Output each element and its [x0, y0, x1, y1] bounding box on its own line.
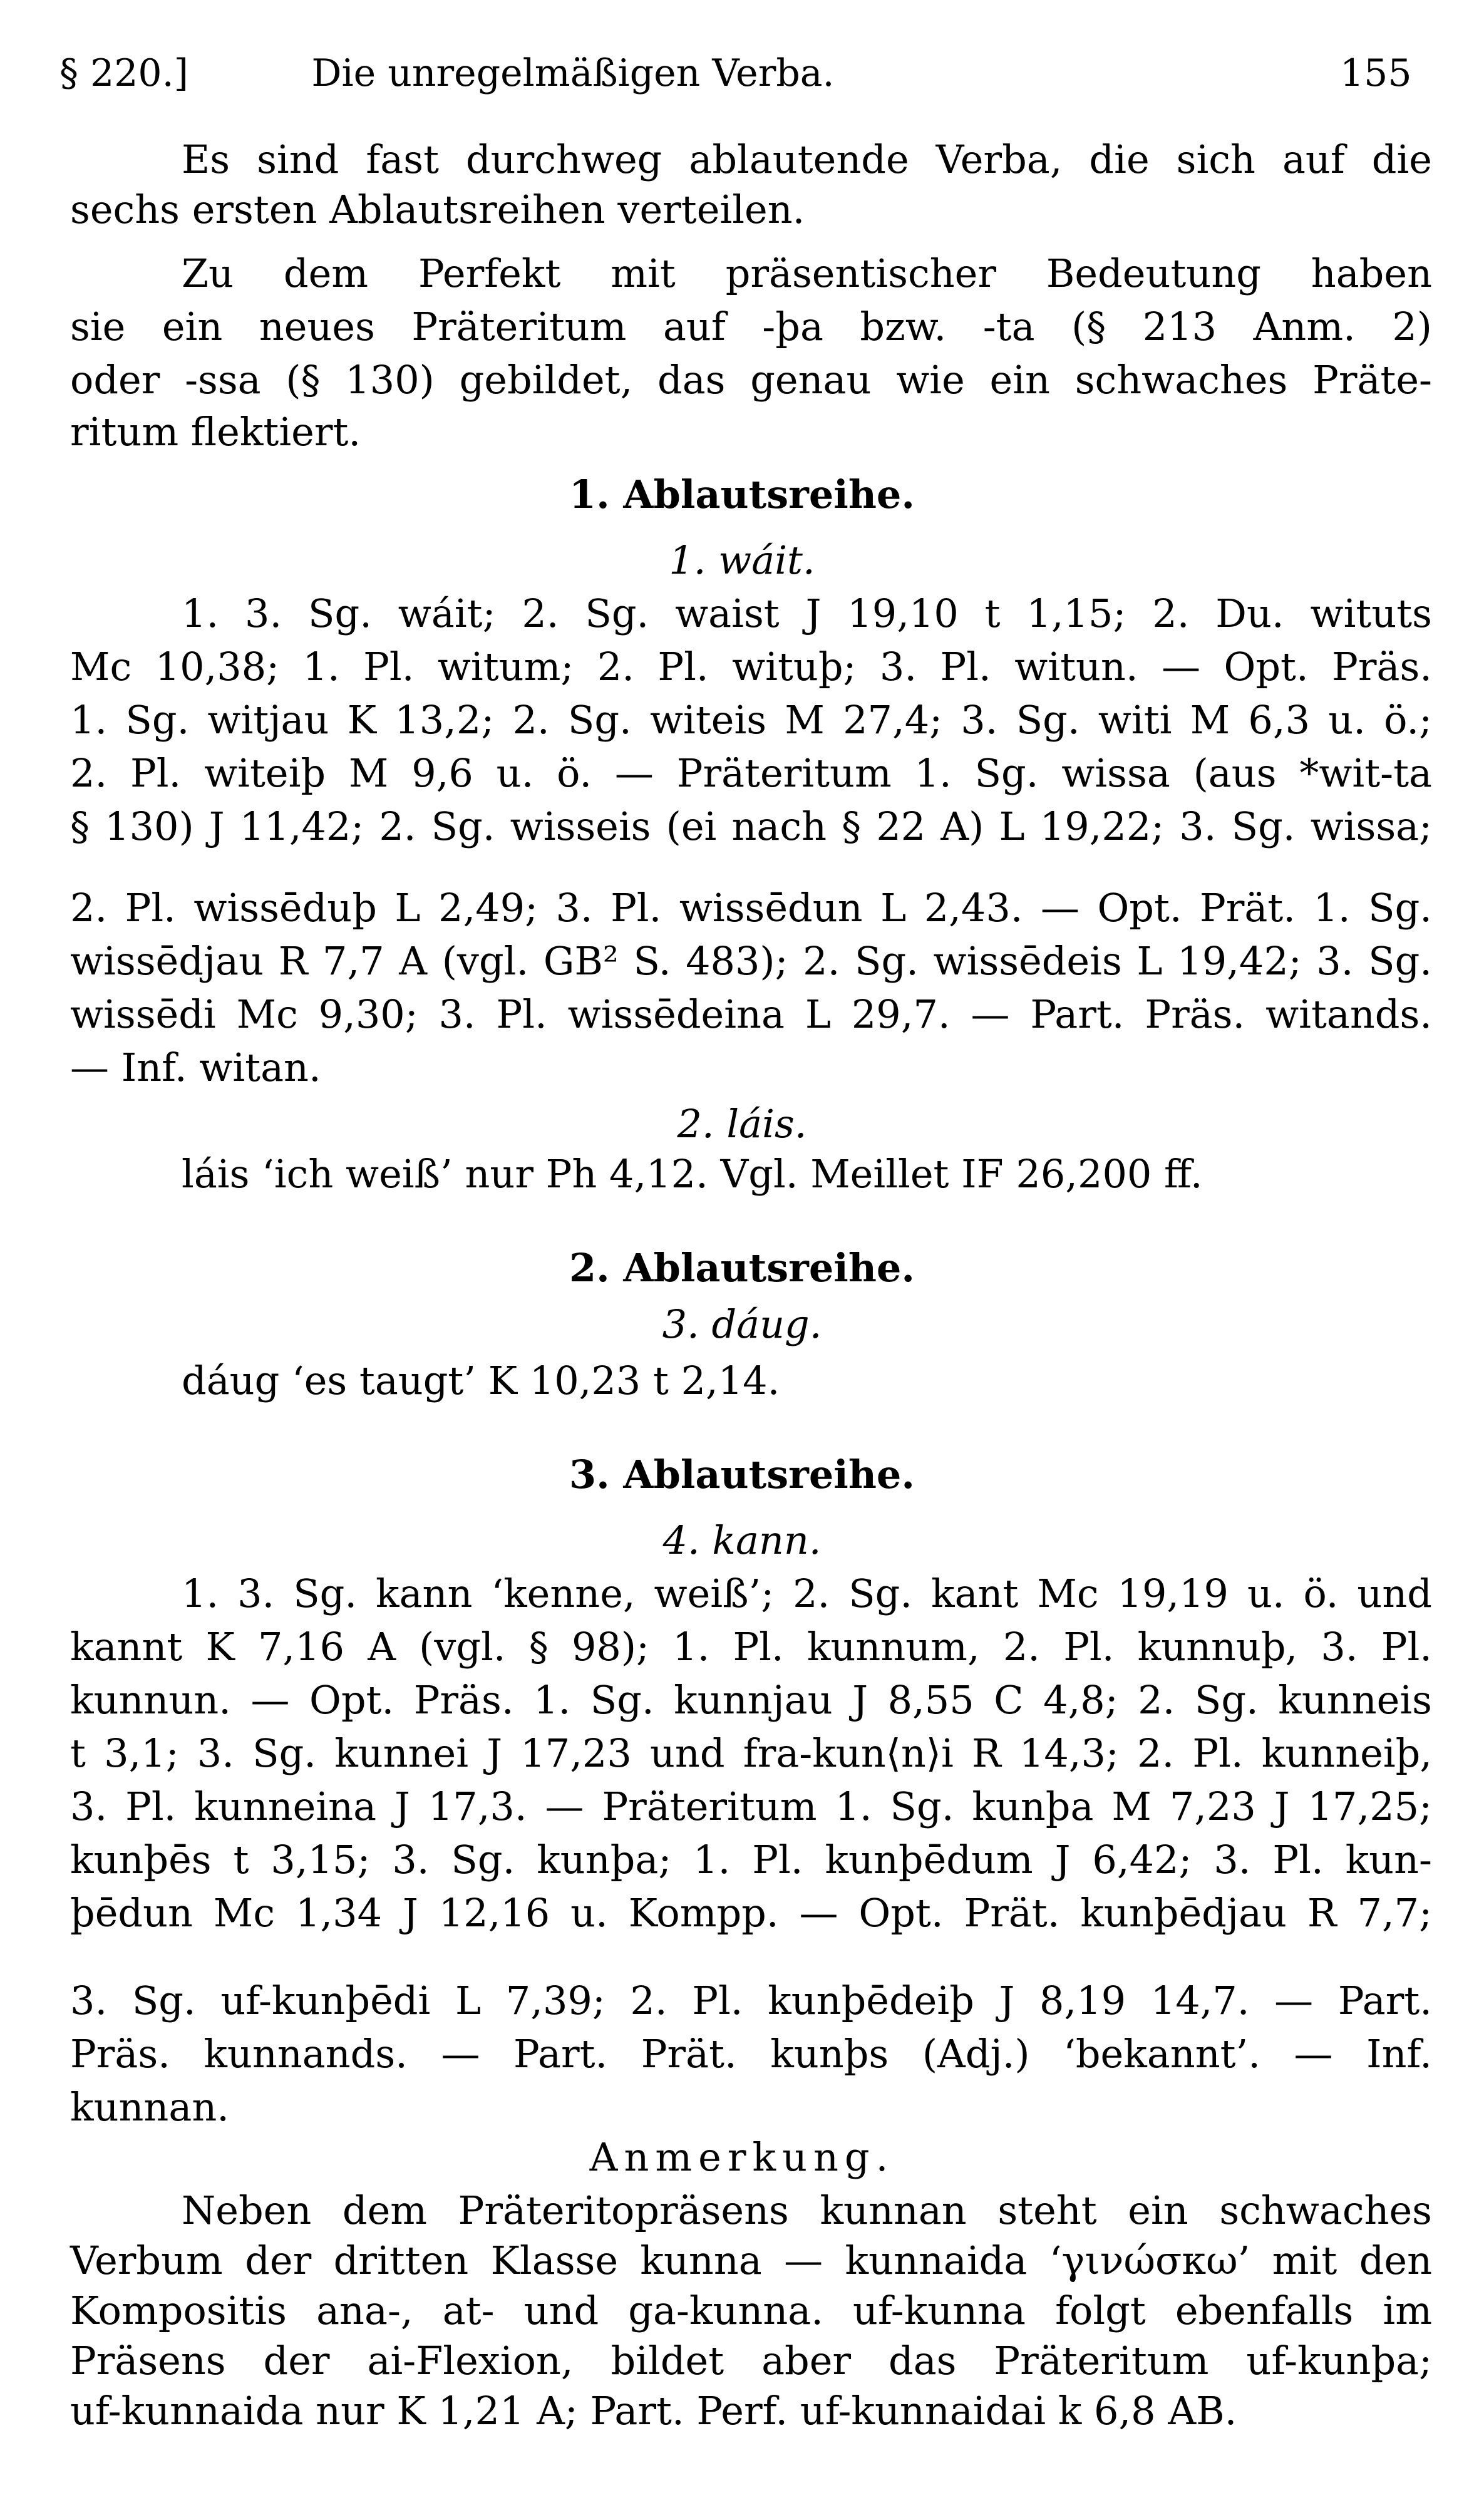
paragraph-line: ritum flektiert. [70, 409, 361, 455]
entry-line: kunþēs t 3,15; 3. Sg. kunþa; 1. Pl. kunþēdum J 6,42; 3. Pl. kun- [70, 1837, 1432, 1883]
entry-line: 2. Pl. witeiþ M 9,6 u. ö. — Präteritum 1. Sg. wissa (aus *wit-ta [70, 750, 1432, 796]
section-heading: 3. Ablautsreihe. [569, 1452, 915, 1497]
entry-line: § 130) J 11,42; 2. Sg. wisseis (ei nach § 22 A) L 19,22; 3. Sg. wissa; [70, 803, 1432, 849]
section-heading: 2. Ablautsreihe. [569, 1245, 915, 1291]
entry-line: 2. Pl. wissēduþ L 2,49; 3. Pl. wissēdun L 2,43. — Opt. Prät. 1. Sg. [70, 885, 1432, 931]
note-line: uf-kunnaida nur K 1,21 A; Part. Perf. uf-kunnaidai k 6,8 AB. [70, 2388, 1237, 2434]
entry-line: 1. 3. Sg. kann ‘kenne, weiß’; 2. Sg. kant Mc 19,19 u. ö. und [182, 1571, 1432, 1616]
page-number: 155 [1340, 51, 1412, 95]
entry-line: kunnun. — Opt. Präs. 1. Sg. kunnjau J 8,55 C 4,8; 2. Sg. kunneis [70, 1677, 1432, 1723]
entry-line: Mc 10,38; 1. Pl. witum; 2. Pl. wituþ; 3. Pl. witun. — Opt. Präs. [70, 644, 1432, 690]
entry-line: Präs. kunnands. — Part. Prät. kunþs (Adj.) ‘bekannt’. — Inf. [70, 2031, 1432, 2077]
note-line: Kompositis ana-, at- und ga-kunna. uf-kunna folgt ebenfalls im [70, 2288, 1432, 2333]
running-header-section: § 220.] [59, 51, 189, 95]
paragraph-line: oder -ssa (§ 130) gebildet, das genau wie ein schwaches Präte- [70, 357, 1432, 403]
verb-title: 3. dáug. [662, 1301, 822, 1347]
entry-line: t 3,1; 3. Sg. kunnei J 17,23 und fra-kun⟨n⟩i R 14,3; 2. Pl. kunneiþ, [70, 1730, 1432, 1776]
entry-line: wissēdi Mc 9,30; 3. Pl. wissēdeina L 29,7. — Part. Präs. witands. [70, 991, 1432, 1037]
entry-line: 3. Pl. kunneina J 17,3. — Präteritum 1. Sg. kunþa M 7,23 J 17,25; [70, 1784, 1432, 1829]
entry-line: láis ‘ich weiß’ nur Ph 4,12. Vgl. Meillet IF 26,200 ff. [182, 1151, 1203, 1197]
running-header-title: Die unregelmäßigen Verba. [311, 51, 835, 95]
note-line: Präsens der ai-Flexion, bildet aber das Präteritum uf-kunþa; [70, 2338, 1432, 2384]
paragraph-line: sie ein neues Präteritum auf -þa bzw. -ta (§ 213 Anm. 2) [70, 304, 1432, 349]
paragraph-line: sechs ersten Ablautsreihen verteilen. [70, 187, 805, 232]
entry-line: 3. Sg. uf-kunþēdi L 7,39; 2. Pl. kunþēdeiþ J 8,19 14,7. — Part. [70, 1978, 1432, 2023]
note-line: Neben dem Präteritopräsens kunnan steht ein schwaches [182, 2187, 1432, 2233]
verb-title: 4. kann. [662, 1517, 822, 1563]
note-line: Verbum der dritten Klasse kunna — kunnaida ‘γινώσκω’ mit den [70, 2238, 1432, 2283]
entry-line: 1. 3. Sg. wáit; 2. Sg. waist J 19,10 t 1,15; 2. Du. wituts [182, 591, 1432, 636]
entry-line: dáug ‘es taugt’ K 10,23 t 2,14. [182, 1358, 780, 1403]
paragraph-line: Es sind fast durchweg ablautende Verba, die sich auf die [182, 137, 1432, 182]
note-heading: Anmerkung. [589, 2134, 895, 2180]
entry-line: 1. Sg. witjau K 13,2; 2. Sg. witeis M 27,4; 3. Sg. witi M 6,3 u. ö.; [70, 697, 1432, 743]
entry-line: kunnan. [70, 2084, 229, 2130]
entry-line: — Inf. witan. [70, 1045, 321, 1090]
verb-title: 1. wáit. [669, 537, 815, 583]
entry-line: kannt K 7,16 A (vgl. § 98); 1. Pl. kunnum, 2. Pl. kunnuþ, 3. Pl. [70, 1624, 1432, 1670]
section-heading: 1. Ablautsreihe. [569, 472, 915, 517]
verb-title: 2. láis. [677, 1101, 807, 1147]
paragraph-line: Zu dem Perfekt mit präsentischer Bedeutung haben [182, 250, 1432, 296]
entry-line: wissēdjau R 7,7 A (vgl. GB² S. 483); 2. Sg. wissēdeis L 19,42; 3. Sg. [70, 938, 1432, 984]
entry-line: þēdun Mc 1,34 J 12,16 u. Kompp. — Opt. Prät. kunþēdjau R 7,7; [70, 1890, 1432, 1936]
